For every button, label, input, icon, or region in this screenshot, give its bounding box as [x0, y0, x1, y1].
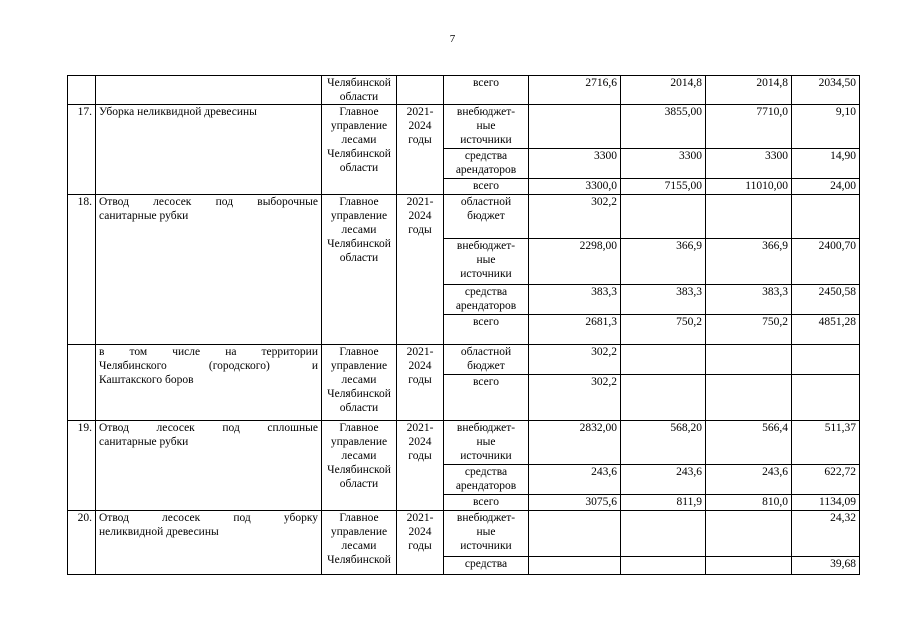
item-number: 18.: [68, 195, 96, 345]
text-line: арендаторов: [455, 164, 517, 176]
text-line: Отвод лесосек под сплошные: [99, 422, 318, 434]
value-cell-v2: 811,9: [621, 495, 706, 511]
value-cell-v2: 243,6: [621, 465, 706, 495]
text-line: области: [339, 478, 379, 490]
text-line: внебюджет-: [456, 240, 516, 252]
value-cell-v1: 302,2: [529, 375, 621, 421]
item-name: [96, 421, 322, 511]
funding-source: [444, 375, 529, 421]
table-row: [68, 105, 860, 149]
value-cell-v1: [529, 557, 621, 575]
funding-source: [444, 557, 529, 575]
text-line: годы: [408, 374, 432, 386]
item-number: 20.: [68, 511, 96, 575]
value-cell-v4: 24,32: [792, 511, 860, 557]
value-cell-v2: [621, 511, 706, 557]
page-number: 7: [449, 33, 456, 45]
years-period: [397, 76, 444, 105]
value-cell-v2: 2014,8: [621, 76, 706, 105]
text-line: источники: [460, 450, 512, 462]
text-line: ные: [476, 254, 496, 266]
text-line: 2024: [408, 436, 432, 448]
text-line: источники: [460, 268, 512, 280]
item-name: [96, 345, 322, 421]
text-line: управление: [330, 120, 388, 132]
years-period: [397, 105, 444, 195]
value-cell-v2: [621, 345, 706, 375]
item-number: 17.: [68, 105, 96, 195]
value-cell-v3: 566,4: [706, 421, 792, 465]
table-row: [68, 76, 860, 105]
value-cell-v4: 39,68: [792, 557, 860, 575]
text-line: годы: [408, 540, 432, 552]
value-cell-v4: [792, 375, 860, 421]
value-cell-v3: 243,6: [706, 465, 792, 495]
text-line: всего: [473, 496, 499, 508]
value-cell-v3: 366,9: [706, 239, 792, 285]
value-cell-v2: 366,9: [621, 239, 706, 285]
text-line: области: [339, 252, 379, 264]
text-line: средства: [464, 286, 508, 298]
years-period: [397, 421, 444, 511]
text-line: области: [339, 162, 379, 174]
text-line: внебюджет-: [456, 106, 516, 118]
responsible-agency: [322, 195, 397, 345]
funding-source: [444, 149, 529, 179]
text-line: Главное: [339, 106, 379, 118]
funding-source: [444, 105, 529, 149]
text-line: 2021-: [406, 106, 434, 118]
text-line: арендаторов: [455, 300, 517, 312]
text-line: лесами: [341, 134, 377, 146]
text-line: лесами: [341, 540, 377, 552]
table-row: [68, 421, 860, 465]
text-line: внебюджет-: [456, 512, 516, 524]
text-line: Каштакского боров: [99, 374, 194, 386]
text-line: Главное: [339, 346, 379, 358]
value-cell-v2: [621, 557, 706, 575]
text-line: 2021-: [406, 512, 434, 524]
value-cell-v1: 243,6: [529, 465, 621, 495]
value-cell-v1: 3075,6: [529, 495, 621, 511]
text-line: Уборка неликвидной древесины: [99, 106, 257, 118]
funding-source: [444, 315, 529, 345]
table-row: [68, 345, 860, 375]
text-line: Главное: [339, 196, 379, 208]
years-period: [397, 195, 444, 345]
text-line: годы: [408, 134, 432, 146]
text-line: Челябинской: [327, 238, 391, 250]
value-cell-v4: 2450,58: [792, 285, 860, 315]
text-line: бюджет: [467, 210, 505, 222]
text-line: всего: [473, 376, 499, 388]
text-line: 2024: [408, 360, 432, 372]
value-cell-v2: 7155,00: [621, 179, 706, 195]
text-line: в том числе на территории: [99, 346, 318, 358]
text-line: управление: [330, 360, 388, 372]
text-line: санитарные рубки: [99, 436, 189, 448]
funding-source: [444, 239, 529, 285]
text-line: арендаторов: [455, 480, 517, 492]
text-line: средства: [464, 558, 508, 570]
text-line: средства: [464, 150, 508, 162]
value-cell-v3: 810,0: [706, 495, 792, 511]
text-line: областной: [460, 196, 512, 208]
text-line: санитарные рубки: [99, 210, 189, 222]
text-line: Отвод лесосек под выборочные: [99, 196, 318, 208]
value-cell-v3: [706, 345, 792, 375]
responsible-agency: [322, 76, 397, 105]
value-cell-v4: 2400,70: [792, 239, 860, 285]
value-cell-v1: 2832,00: [529, 421, 621, 465]
funding-source: [444, 511, 529, 557]
funding-source: [444, 421, 529, 465]
value-cell-v2: 3300: [621, 149, 706, 179]
item-number: [68, 345, 96, 421]
value-cell-v1: 3300: [529, 149, 621, 179]
text-line: неликвидной древесины: [99, 526, 219, 538]
value-cell-v3: 383,3: [706, 285, 792, 315]
funding-source: [444, 465, 529, 495]
value-cell-v3: 11010,00: [706, 179, 792, 195]
text-line: лесами: [341, 374, 377, 386]
value-cell-v4: 4851,28: [792, 315, 860, 345]
text-line: всего: [473, 77, 499, 89]
years-period: [397, 511, 444, 575]
funding-source: [444, 495, 529, 511]
table-row: [68, 511, 860, 557]
budget-table: [67, 75, 860, 575]
funding-source: [444, 345, 529, 375]
text-line: области: [339, 402, 379, 414]
text-line: Отвод лесосек под уборку: [99, 512, 318, 524]
value-cell-v3: [706, 557, 792, 575]
value-cell-v4: 2034,50: [792, 76, 860, 105]
value-cell-v3: [706, 511, 792, 557]
responsible-agency: [322, 421, 397, 511]
text-line: источники: [460, 540, 512, 552]
value-cell-v4: 14,90: [792, 149, 860, 179]
text-line: 2021-: [406, 196, 434, 208]
responsible-agency: [322, 345, 397, 421]
text-line: областной: [460, 346, 512, 358]
text-line: управление: [330, 436, 388, 448]
text-line: управление: [330, 526, 388, 538]
text-line: ные: [476, 526, 496, 538]
value-cell-v1: [529, 511, 621, 557]
funding-source: [444, 285, 529, 315]
value-cell-v3: [706, 195, 792, 239]
text-line: ные: [476, 120, 496, 132]
text-line: области: [339, 91, 379, 103]
value-cell-v1: 302,2: [529, 345, 621, 375]
text-line: источники: [460, 134, 512, 146]
text-line: Челябинского (городского) и: [99, 360, 318, 372]
value-cell-v2: 383,3: [621, 285, 706, 315]
value-cell-v4: [792, 345, 860, 375]
value-cell-v1: 2681,3: [529, 315, 621, 345]
value-cell-v1: 302,2: [529, 195, 621, 239]
text-line: годы: [408, 450, 432, 462]
value-cell-v1: [529, 105, 621, 149]
text-line: Челябинской: [327, 77, 391, 89]
value-cell-v1: 2298,00: [529, 239, 621, 285]
text-line: ные: [476, 436, 496, 448]
text-line: внебюджет-: [456, 422, 516, 434]
text-line: лесами: [341, 224, 377, 236]
responsible-agency: [322, 105, 397, 195]
item-name: [96, 511, 322, 575]
text-line: Главное: [339, 512, 379, 524]
text-line: средства: [464, 466, 508, 478]
text-line: 2024: [408, 526, 432, 538]
value-cell-v1: 383,3: [529, 285, 621, 315]
funding-source: [444, 195, 529, 239]
value-cell-v4: 24,00: [792, 179, 860, 195]
text-line: 2021-: [406, 346, 434, 358]
text-line: Челябинской: [327, 148, 391, 160]
item-name: [96, 105, 322, 195]
value-cell-v2: [621, 195, 706, 239]
table-body: [68, 76, 860, 575]
text-line: годы: [408, 224, 432, 236]
value-cell-v1: 2716,6: [529, 76, 621, 105]
value-cell-v2: 568,20: [621, 421, 706, 465]
item-number: 19.: [68, 421, 96, 511]
funding-source: [444, 179, 529, 195]
responsible-agency: [322, 511, 397, 575]
value-cell-v4: 1134,09: [792, 495, 860, 511]
item-number: [68, 76, 96, 105]
text-line: всего: [473, 180, 499, 192]
table-row: [68, 195, 860, 239]
value-cell-v3: 3300: [706, 149, 792, 179]
value-cell-v1: 3300,0: [529, 179, 621, 195]
value-cell-v4: 622,72: [792, 465, 860, 495]
text-line: управление: [330, 210, 388, 222]
value-cell-v4: 511,37: [792, 421, 860, 465]
value-cell-v2: 750,2: [621, 315, 706, 345]
item-name: [96, 76, 322, 105]
value-cell-v3: 750,2: [706, 315, 792, 345]
value-cell-v2: 3855,00: [621, 105, 706, 149]
text-line: лесами: [341, 450, 377, 462]
text-line: бюджет: [467, 360, 505, 372]
years-period: [397, 345, 444, 421]
text-line: Челябинской: [327, 388, 391, 400]
value-cell-v4: [792, 195, 860, 239]
text-line: 2021-: [406, 422, 434, 434]
text-line: 2024: [408, 210, 432, 222]
text-line: 2024: [408, 120, 432, 132]
value-cell-v3: 2014,8: [706, 76, 792, 105]
text-line: всего: [473, 316, 499, 328]
funding-source: [444, 76, 529, 105]
value-cell-v4: 9,10: [792, 105, 860, 149]
value-cell-v3: 7710,0: [706, 105, 792, 149]
value-cell-v3: [706, 375, 792, 421]
value-cell-v2: [621, 375, 706, 421]
item-name: [96, 195, 322, 345]
text-line: Челябинской: [327, 464, 391, 476]
text-line: Главное: [339, 422, 379, 434]
text-line: Челябинской: [327, 554, 391, 566]
